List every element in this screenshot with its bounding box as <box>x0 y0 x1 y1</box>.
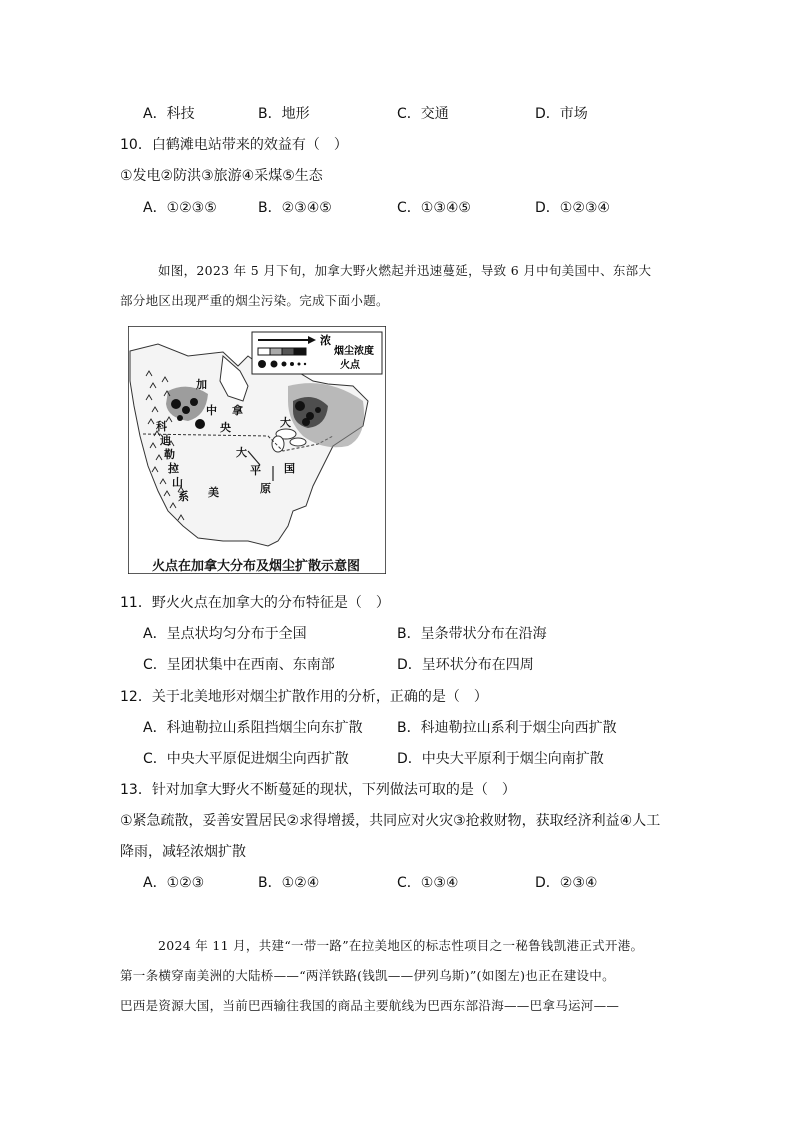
label-shan: 山 <box>172 476 183 489</box>
q10-items: ①发电②防洪③旅游④采煤⑤生态 <box>120 168 323 184</box>
label-da2: 大 <box>236 446 247 459</box>
q11-option-d: D．呈环状分布在四周 <box>397 657 534 673</box>
q12-option-b: B．科迪勒拉山系利于烟尘向西扩散 <box>397 720 617 736</box>
passage2-line3: 巴西是资源大国，当前巴西输往我国的商品主要航线为巴西东部沿海——巴拿马运河—— <box>120 998 620 1013</box>
q9-option-b: B．地形 <box>258 106 310 122</box>
q10-option-c: C．①③④⑤ <box>397 200 471 216</box>
q9-option-a: A．科技 <box>143 106 195 122</box>
q13-option-c: C．①③④ <box>397 875 459 891</box>
q11-stem: 11．野火火点在加拿大的分布特征是（ ） <box>120 595 390 611</box>
label-mei: 美 <box>208 486 219 499</box>
q11-option-a: A．呈点状均匀分布于全国 <box>143 626 307 642</box>
legend-fire-4 <box>290 362 294 366</box>
q11-option-b: B．呈条带状分布在沿海 <box>397 626 547 642</box>
label-jia: 加 <box>196 378 207 391</box>
lake-2 <box>290 438 306 446</box>
q13-option-b: B．①②④ <box>258 875 320 891</box>
label-na: 拿 <box>232 404 243 417</box>
label-di: 迪 <box>160 434 171 447</box>
legend-fire-6 <box>304 363 306 365</box>
q13-items-line2: 降雨，减轻浓烟扩散 <box>120 844 246 860</box>
passage1-line1: 如图，2023 年 5 月下旬，加拿大野火燃起并迅速蔓延，导致 6 月中旬美国中、东部大 <box>158 263 652 278</box>
q13-option-a: A．①②③ <box>143 875 205 891</box>
q9-option-d: D．市场 <box>535 106 588 122</box>
q11-option-c: C．呈团状集中在西南、东南部 <box>143 657 335 673</box>
passage1-line2: 部分地区出现严重的烟尘污染。完成下面小题。 <box>120 293 389 308</box>
map-caption: 火点在加拿大分布及烟尘扩散示意图 <box>152 559 361 574</box>
q10-option-a: A．①②③⑤ <box>143 200 217 216</box>
legend-fire-3 <box>282 362 287 367</box>
map-svg <box>128 326 386 574</box>
legend-swatch-1 <box>258 348 270 355</box>
label-xi: 系 <box>178 490 189 503</box>
q13-items-line1: ①紧急疏散，妥善安置居民②求得增援，共同应对火灾③抢救财物，获取经济利益④人工 <box>120 813 661 829</box>
label-da: 大 <box>280 416 291 429</box>
legend-fire-1 <box>258 360 266 368</box>
q13-option-d: D．②③④ <box>535 875 598 891</box>
label-guo: 国 <box>284 462 295 475</box>
q10-option-b: B．②③④⑤ <box>258 200 332 216</box>
wildfire-smoke-map <box>128 326 386 574</box>
q13-stem: 13．针对加拿大野火不断蔓延的现状，下列做法可取的是（ ） <box>120 782 516 798</box>
legend-fire-2 <box>271 361 278 368</box>
label-ping: 平 <box>250 464 261 477</box>
passage2-line1: 2024 年 11 月，共建“一带一路”在拉美地区的标志性项目之一秘鲁钱凯港正式开港。 <box>158 938 644 953</box>
q10-stem: 10．白鹤滩电站带来的效益有（ ） <box>120 137 348 153</box>
label-yuan: 原 <box>260 482 271 495</box>
legend-fire-text: 火点 <box>340 360 360 371</box>
q9-option-c: C．交通 <box>397 106 449 122</box>
legend-dense-text: 浓 <box>320 334 331 347</box>
passage2-line2: 第一条横穿南美洲的大陆桥——“两洋铁路(钱凯——伊列乌斯)”(如图左)也正在建设中。 <box>120 968 615 983</box>
label-zhong: 中 <box>206 404 217 417</box>
q10-option-d: D．①②③④ <box>535 200 610 216</box>
label-ke: 科 <box>156 420 167 433</box>
label-le: 勒 <box>164 448 175 461</box>
legend-fire-5 <box>298 363 301 366</box>
q12-stem: 12．关于北美地形对烟尘扩散作用的分析，正确的是（ ） <box>120 689 488 705</box>
q12-option-a: A．科迪勒拉山系阻挡烟尘向东扩散 <box>143 720 363 736</box>
q12-option-c: C．中央大平原促进烟尘向西扩散 <box>143 751 349 767</box>
q12-option-d: D．中央大平原利于烟尘向南扩散 <box>397 751 604 767</box>
legend-swatch-2 <box>270 348 282 355</box>
legend-concentration-text: 烟尘浓度 <box>334 346 374 357</box>
legend-swatch-3 <box>282 348 294 355</box>
label-la: 拉 <box>168 462 179 475</box>
legend-swatch-4 <box>294 348 306 355</box>
lake-3 <box>272 436 284 452</box>
label-yang: 央 <box>220 421 231 434</box>
